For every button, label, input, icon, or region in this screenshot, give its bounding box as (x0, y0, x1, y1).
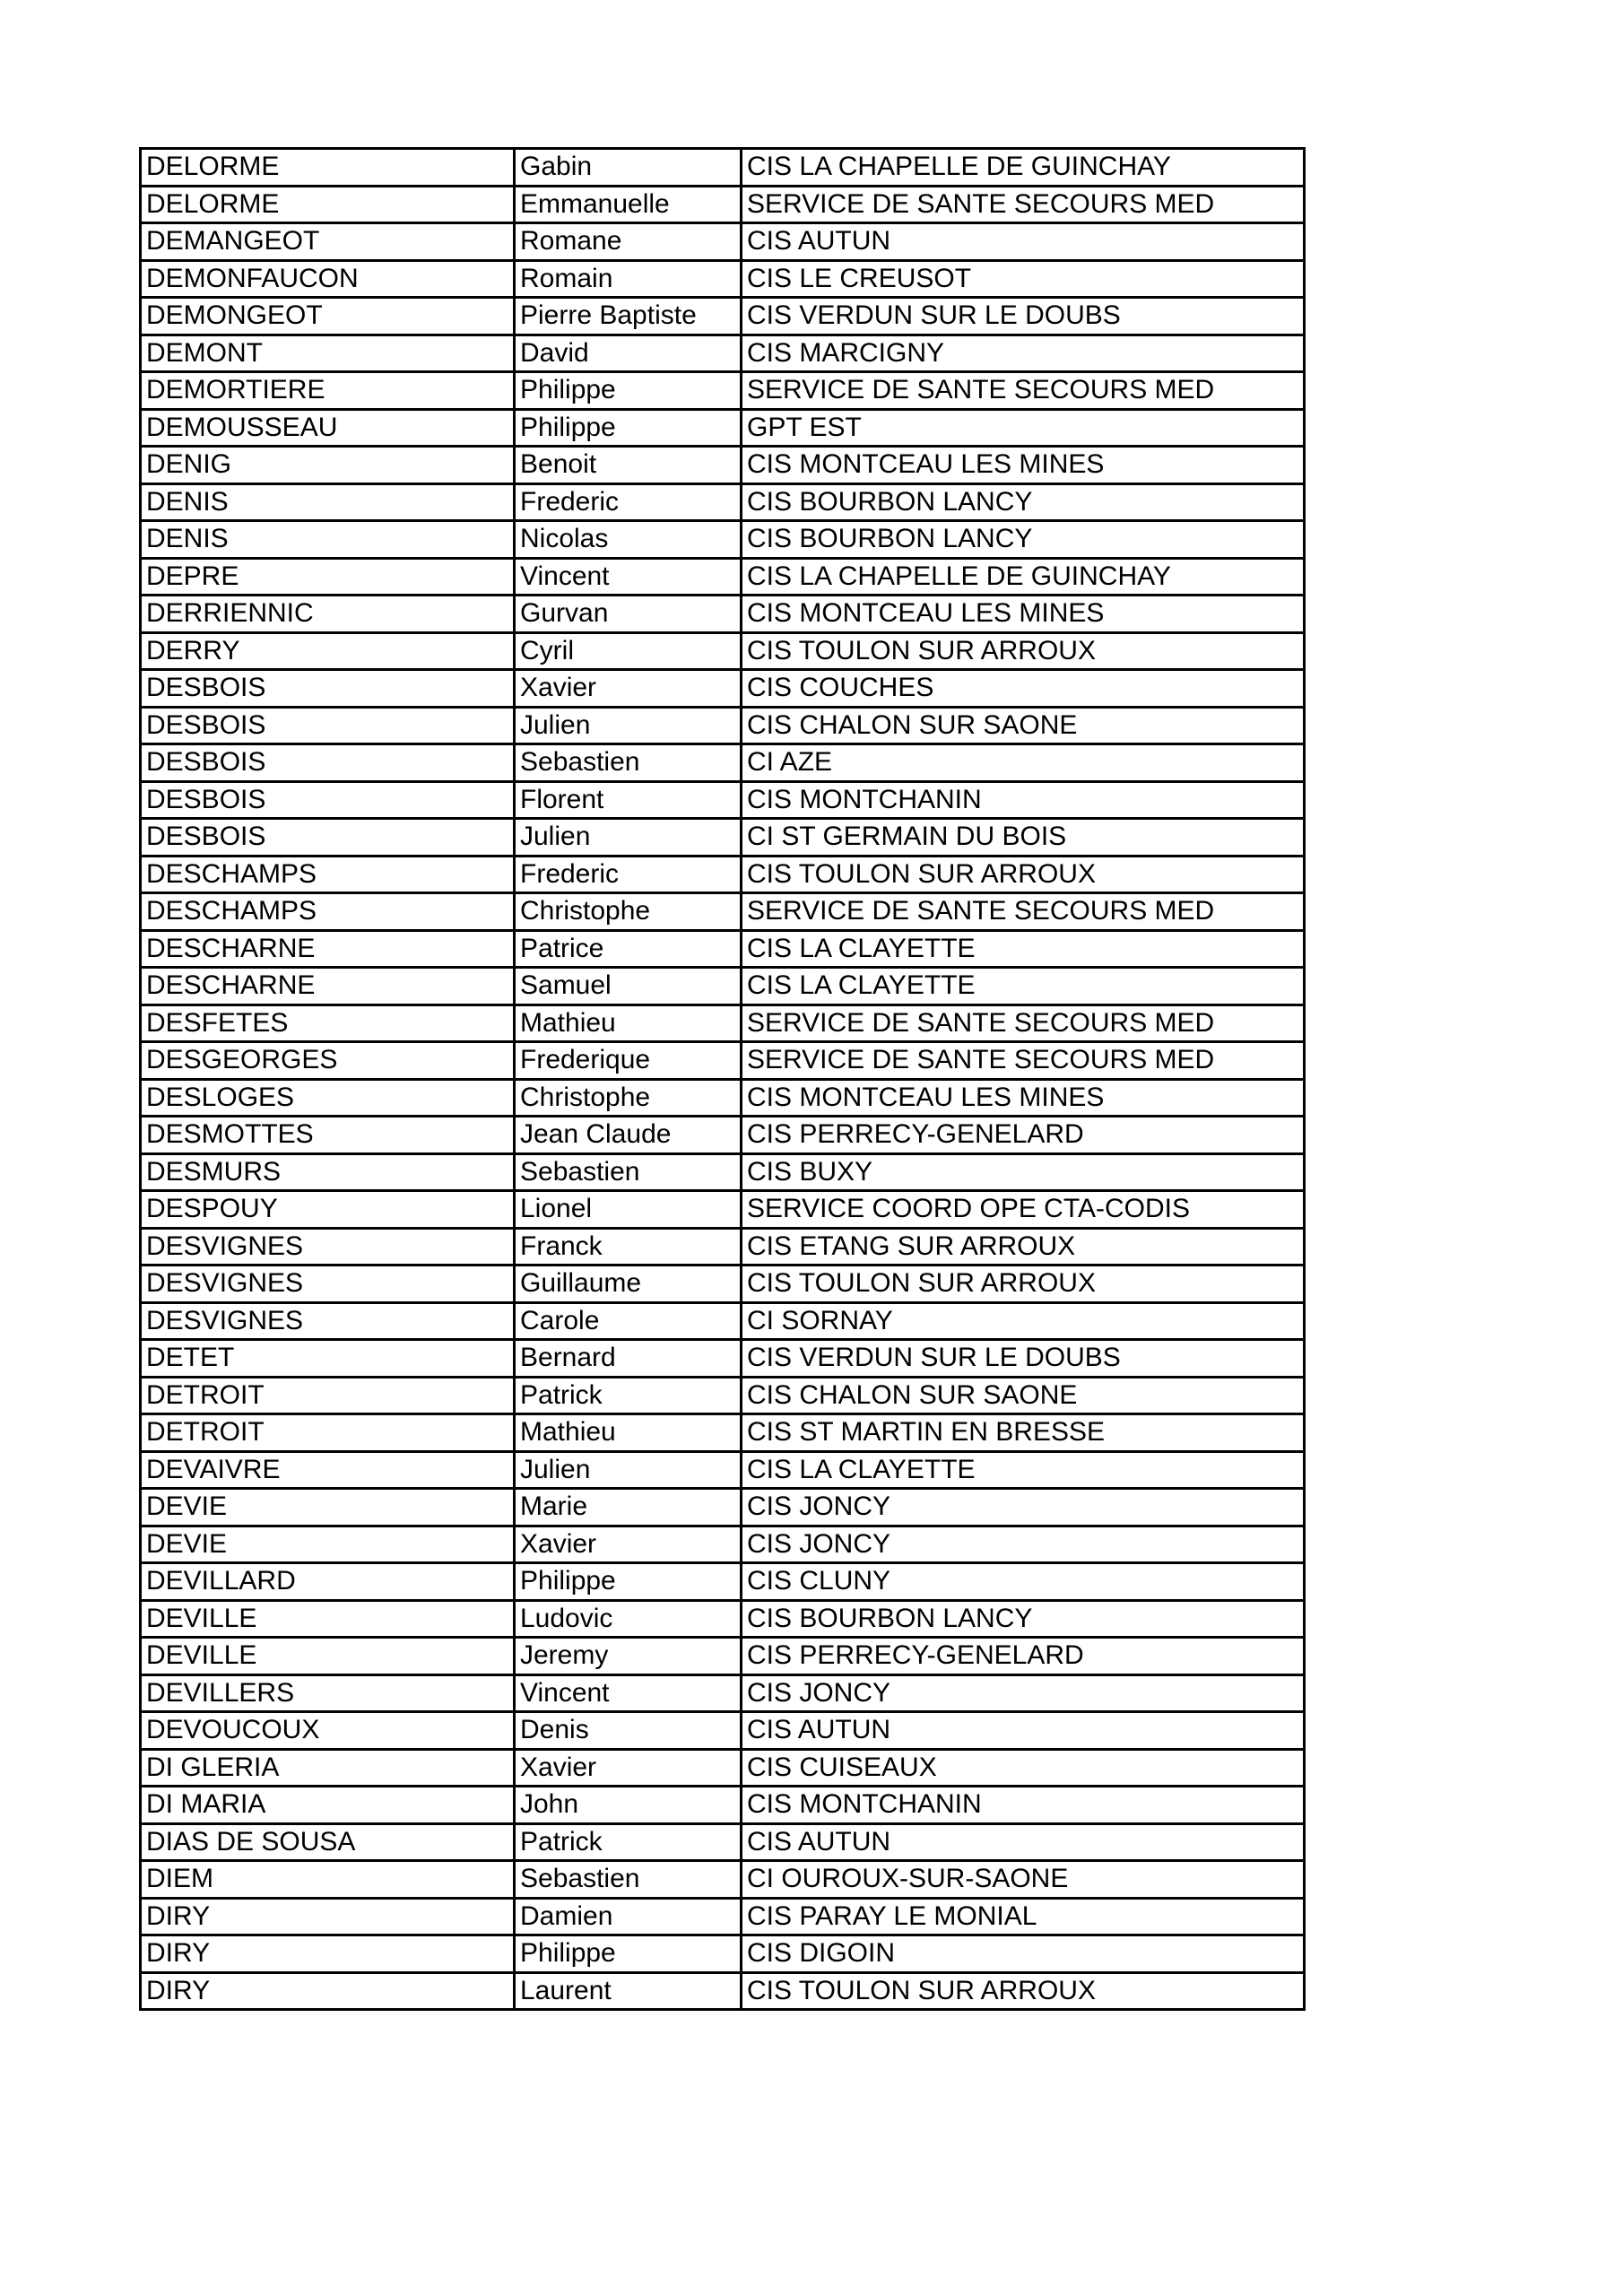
last-name-cell: DENIS (141, 521, 515, 559)
last-name-cell: DESMURS (141, 1153, 515, 1191)
last-name-cell: DEMONT (141, 335, 515, 372)
first-name-cell: Patrice (515, 930, 742, 968)
last-name-cell: DERRY (141, 632, 515, 670)
last-name-cell: DESGEORGES (141, 1042, 515, 1080)
table-row (141, 1191, 1305, 1229)
unit-cell: CIS PERRECY-GENELARD (742, 1117, 1305, 1154)
first-name-cell: Gurvan (515, 596, 742, 633)
last-name-cell: DEVILLERS (141, 1674, 515, 1712)
last-name-cell: DIAS DE SOUSA (141, 1823, 515, 1861)
unit-cell: CIS TOULON SUR ARROUX (742, 856, 1305, 893)
unit-cell: CIS BOURBON LANCY (742, 521, 1305, 559)
unit-cell: CIS AUTUN (742, 1712, 1305, 1750)
first-name-cell: Sebastien (515, 1153, 742, 1191)
table-row (141, 1898, 1305, 1935)
last-name-cell: DEVIE (141, 1526, 515, 1563)
table-row (141, 409, 1305, 447)
unit-cell: CIS BOURBON LANCY (742, 1600, 1305, 1638)
unit-cell: CIS CUISEAUX (742, 1749, 1305, 1787)
unit-cell: SERVICE DE SANTE SECOURS MED (742, 1042, 1305, 1080)
table-row (141, 223, 1305, 261)
table-row (141, 1302, 1305, 1340)
table-row (141, 930, 1305, 968)
last-name-cell: DESPOUY (141, 1191, 515, 1229)
unit-cell: CIS PARAY LE MONIAL (742, 1898, 1305, 1935)
last-name-cell: DESCHARNE (141, 968, 515, 1005)
table-row (141, 1377, 1305, 1414)
table-row (141, 670, 1305, 708)
last-name-cell: DESMOTTES (141, 1117, 515, 1154)
unit-cell: CIS LA CLAYETTE (742, 930, 1305, 968)
last-name-cell: DESVIGNES (141, 1302, 515, 1340)
table-row (141, 1340, 1305, 1378)
unit-cell: CIS LE CREUSOT (742, 260, 1305, 298)
first-name-cell: Julien (515, 819, 742, 857)
unit-cell: CIS ETANG SUR ARROUX (742, 1228, 1305, 1265)
first-name-cell: Ludovic (515, 1600, 742, 1638)
first-name-cell: Patrick (515, 1377, 742, 1414)
unit-cell: SERVICE DE SANTE SECOURS MED (742, 372, 1305, 410)
first-name-cell: Sebastien (515, 1861, 742, 1899)
last-name-cell: DESLOGES (141, 1079, 515, 1117)
last-name-cell: DESBOIS (141, 744, 515, 782)
unit-cell: SERVICE COORD OPE CTA-CODIS (742, 1191, 1305, 1229)
last-name-cell: DELORME (141, 149, 515, 187)
unit-cell: CIS PERRECY-GENELARD (742, 1638, 1305, 1675)
unit-cell: CI ST GERMAIN DU BOIS (742, 819, 1305, 857)
unit-cell: CIS AUTUN (742, 223, 1305, 261)
last-name-cell: DEVILLE (141, 1638, 515, 1675)
last-name-cell: DEVILLE (141, 1600, 515, 1638)
table-row (141, 893, 1305, 931)
first-name-cell: Julien (515, 1451, 742, 1489)
table-row (141, 1563, 1305, 1601)
table-row (141, 856, 1305, 893)
unit-cell: GPT EST (742, 409, 1305, 447)
first-name-cell: Lionel (515, 1191, 742, 1229)
table-row (141, 1414, 1305, 1452)
roster-body (141, 149, 1305, 2010)
table-row (141, 372, 1305, 410)
first-name-cell: Vincent (515, 1674, 742, 1712)
last-name-cell: DEVOUCOUX (141, 1712, 515, 1750)
table-row (141, 1117, 1305, 1154)
last-name-cell: DEVIE (141, 1489, 515, 1526)
first-name-cell: Emmanuelle (515, 186, 742, 223)
table-row (141, 1749, 1305, 1787)
last-name-cell: DEVAIVRE (141, 1451, 515, 1489)
first-name-cell: Xavier (515, 670, 742, 708)
table-row (141, 1638, 1305, 1675)
unit-cell: CIS TOULON SUR ARROUX (742, 1265, 1305, 1303)
first-name-cell: Jean Claude (515, 1117, 742, 1154)
last-name-cell: DIRY (141, 1935, 515, 1973)
table-row (141, 149, 1305, 187)
table-row (141, 1674, 1305, 1712)
first-name-cell: Jeremy (515, 1638, 742, 1675)
first-name-cell: Philippe (515, 372, 742, 410)
unit-cell: CIS BUXY (742, 1153, 1305, 1191)
table-row (141, 1712, 1305, 1750)
first-name-cell: Christophe (515, 893, 742, 931)
unit-cell: CIS JONCY (742, 1526, 1305, 1563)
first-name-cell: Sebastien (515, 744, 742, 782)
first-name-cell: Julien (515, 707, 742, 744)
first-name-cell: Gabin (515, 149, 742, 187)
unit-cell: CIS TOULON SUR ARROUX (742, 1972, 1305, 2010)
unit-cell: SERVICE DE SANTE SECOURS MED (742, 893, 1305, 931)
first-name-cell: Xavier (515, 1526, 742, 1563)
first-name-cell: Frederic (515, 483, 742, 521)
first-name-cell: Florent (515, 781, 742, 819)
last-name-cell: DIRY (141, 1972, 515, 2010)
table-row (141, 558, 1305, 596)
unit-cell: CIS LA CHAPELLE DE GUINCHAY (742, 558, 1305, 596)
table-row (141, 521, 1305, 559)
unit-cell: CIS BOURBON LANCY (742, 483, 1305, 521)
unit-cell: CIS MARCIGNY (742, 335, 1305, 372)
last-name-cell: DESFETES (141, 1004, 515, 1042)
last-name-cell: DESVIGNES (141, 1228, 515, 1265)
table-row (141, 1935, 1305, 1973)
table-row (141, 1861, 1305, 1899)
last-name-cell: DENIS (141, 483, 515, 521)
last-name-cell: DEMANGEOT (141, 223, 515, 261)
unit-cell: CIS VERDUN SUR LE DOUBS (742, 1340, 1305, 1378)
table-row (141, 260, 1305, 298)
unit-cell: CIS LA CLAYETTE (742, 968, 1305, 1005)
unit-cell: CIS CLUNY (742, 1563, 1305, 1601)
table-row (141, 335, 1305, 372)
first-name-cell: Mathieu (515, 1414, 742, 1452)
table-row (141, 632, 1305, 670)
unit-cell: CIS MONTCEAU LES MINES (742, 447, 1305, 484)
last-name-cell: DESCHAMPS (141, 893, 515, 931)
last-name-cell: DESBOIS (141, 707, 515, 744)
table-row (141, 1600, 1305, 1638)
last-name-cell: DESBOIS (141, 670, 515, 708)
first-name-cell: Frederic (515, 856, 742, 893)
first-name-cell: Philippe (515, 409, 742, 447)
first-name-cell: Philippe (515, 1563, 742, 1601)
table-row (141, 1153, 1305, 1191)
last-name-cell: DELORME (141, 186, 515, 223)
last-name-cell: DEMORTIERE (141, 372, 515, 410)
unit-cell: SERVICE DE SANTE SECOURS MED (742, 186, 1305, 223)
first-name-cell: Samuel (515, 968, 742, 1005)
last-name-cell: DEVILLARD (141, 1563, 515, 1601)
table-row (141, 781, 1305, 819)
last-name-cell: DESBOIS (141, 781, 515, 819)
table-row (141, 1265, 1305, 1303)
table-row (141, 1451, 1305, 1489)
last-name-cell: DERRIENNIC (141, 596, 515, 633)
last-name-cell: DENIG (141, 447, 515, 484)
first-name-cell: Franck (515, 1228, 742, 1265)
table-row (141, 1079, 1305, 1117)
roster-table (139, 147, 1306, 2011)
unit-cell: CIS JONCY (742, 1489, 1305, 1526)
first-name-cell: Romain (515, 260, 742, 298)
last-name-cell: DESCHAMPS (141, 856, 515, 893)
table-row (141, 1526, 1305, 1563)
last-name-cell: DIEM (141, 1861, 515, 1899)
first-name-cell: John (515, 1787, 742, 1824)
last-name-cell: DESVIGNES (141, 1265, 515, 1303)
table-row (141, 1042, 1305, 1080)
table-row (141, 819, 1305, 857)
first-name-cell: Benoit (515, 447, 742, 484)
last-name-cell: DETET (141, 1340, 515, 1378)
table-row (141, 1228, 1305, 1265)
last-name-cell: DESBOIS (141, 819, 515, 857)
unit-cell: CIS MONTCHANIN (742, 1787, 1305, 1824)
unit-cell: CIS ST MARTIN EN BRESSE (742, 1414, 1305, 1452)
table-row (141, 483, 1305, 521)
unit-cell: CIS MONTCHANIN (742, 781, 1305, 819)
unit-cell: CIS CHALON SUR SAONE (742, 707, 1305, 744)
unit-cell: CIS MONTCEAU LES MINES (742, 596, 1305, 633)
last-name-cell: DI GLERIA (141, 1749, 515, 1787)
table-row (141, 1972, 1305, 2010)
first-name-cell: Vincent (515, 558, 742, 596)
unit-cell: CIS CHALON SUR SAONE (742, 1377, 1305, 1414)
first-name-cell: David (515, 335, 742, 372)
table-row (141, 1489, 1305, 1526)
first-name-cell: Marie (515, 1489, 742, 1526)
last-name-cell: DEPRE (141, 558, 515, 596)
last-name-cell: DI MARIA (141, 1787, 515, 1824)
table-row (141, 596, 1305, 633)
first-name-cell: Patrick (515, 1823, 742, 1861)
first-name-cell: Philippe (515, 1935, 742, 1973)
unit-cell: SERVICE DE SANTE SECOURS MED (742, 1004, 1305, 1042)
first-name-cell: Mathieu (515, 1004, 742, 1042)
unit-cell: CIS VERDUN SUR LE DOUBS (742, 298, 1305, 335)
table-row (141, 1823, 1305, 1861)
first-name-cell: Cyril (515, 632, 742, 670)
last-name-cell: DETROIT (141, 1414, 515, 1452)
last-name-cell: DESCHARNE (141, 930, 515, 968)
last-name-cell: DEMONGEOT (141, 298, 515, 335)
table-row (141, 186, 1305, 223)
table-row (141, 707, 1305, 744)
last-name-cell: DEMONFAUCON (141, 260, 515, 298)
unit-cell: CI AZE (742, 744, 1305, 782)
unit-cell: CIS JONCY (742, 1674, 1305, 1712)
unit-cell: CIS AUTUN (742, 1823, 1305, 1861)
table-row (141, 298, 1305, 335)
unit-cell: CIS DIGOIN (742, 1935, 1305, 1973)
unit-cell: CI OUROUX-SUR-SAONE (742, 1861, 1305, 1899)
first-name-cell: Romane (515, 223, 742, 261)
unit-cell: CIS LA CLAYETTE (742, 1451, 1305, 1489)
last-name-cell: DEMOUSSEAU (141, 409, 515, 447)
table-row (141, 1787, 1305, 1824)
table-row (141, 447, 1305, 484)
first-name-cell: Christophe (515, 1079, 742, 1117)
table-row (141, 744, 1305, 782)
table-row (141, 1004, 1305, 1042)
first-name-cell: Carole (515, 1302, 742, 1340)
first-name-cell: Bernard (515, 1340, 742, 1378)
first-name-cell: Guillaume (515, 1265, 742, 1303)
unit-cell: CIS LA CHAPELLE DE GUINCHAY (742, 149, 1305, 187)
first-name-cell: Pierre Baptiste (515, 298, 742, 335)
last-name-cell: DIRY (141, 1898, 515, 1935)
first-name-cell: Damien (515, 1898, 742, 1935)
unit-cell: CIS COUCHES (742, 670, 1305, 708)
first-name-cell: Frederique (515, 1042, 742, 1080)
unit-cell: CI SORNAY (742, 1302, 1305, 1340)
first-name-cell: Denis (515, 1712, 742, 1750)
first-name-cell: Laurent (515, 1972, 742, 2010)
first-name-cell: Nicolas (515, 521, 742, 559)
first-name-cell: Xavier (515, 1749, 742, 1787)
unit-cell: CIS MONTCEAU LES MINES (742, 1079, 1305, 1117)
last-name-cell: DETROIT (141, 1377, 515, 1414)
unit-cell: CIS TOULON SUR ARROUX (742, 632, 1305, 670)
table-row (141, 968, 1305, 1005)
